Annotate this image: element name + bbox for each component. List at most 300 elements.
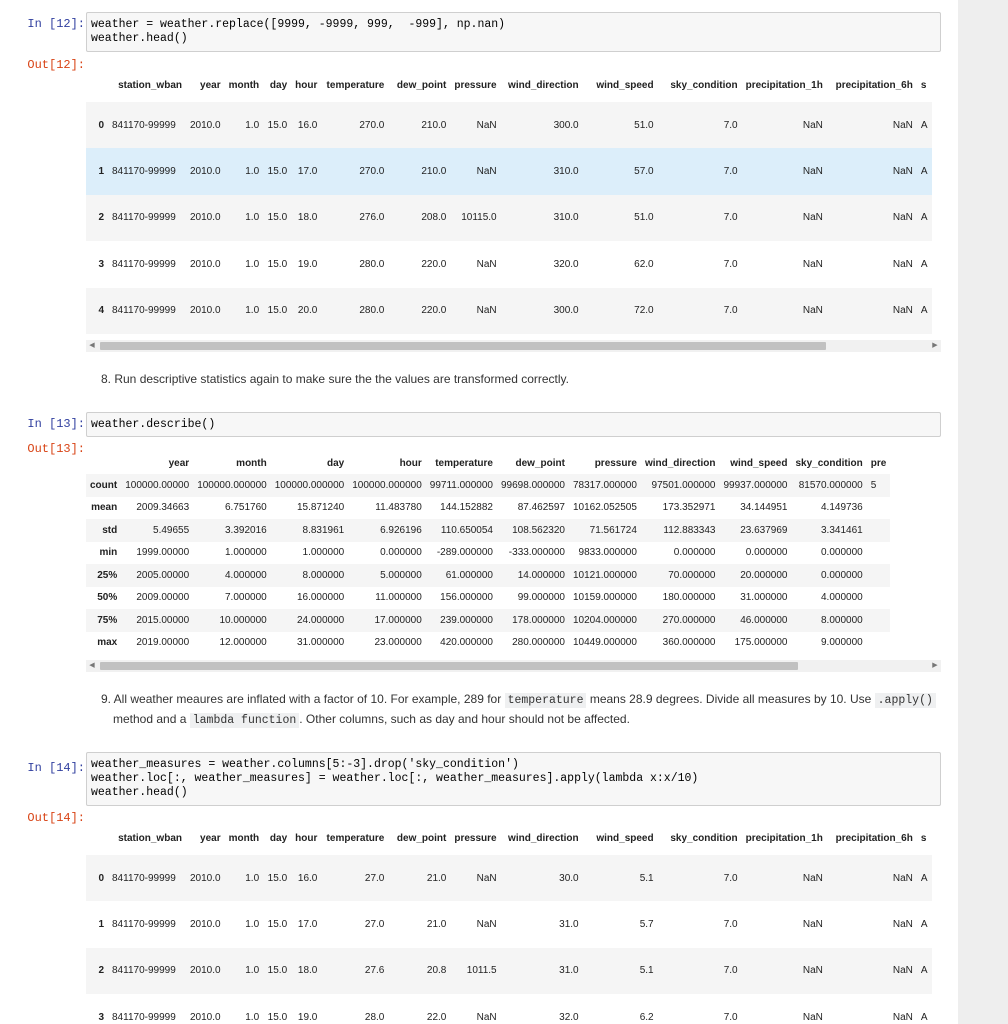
table-cell: 15.0	[267, 212, 288, 224]
table-cell: 841170-99999	[112, 1011, 176, 1023]
table-cell: 0.000000	[821, 569, 863, 581]
table-cell: NaN	[892, 872, 913, 884]
table-cell: 310.0	[553, 212, 579, 224]
table-cell: 6.926196	[380, 524, 422, 536]
table-cell: 17.0	[297, 166, 318, 178]
table-cell: NaN	[892, 212, 913, 224]
row-index: 3	[98, 258, 104, 270]
table-cell: 5	[870, 479, 877, 491]
column-header: sky_condition	[670, 79, 738, 91]
md-text: means 28.9 degrees. Divide all measures by 10. Use	[589, 692, 872, 706]
column-header: pressure	[594, 457, 637, 469]
column-header: temperature	[326, 832, 385, 844]
table-cell: 20.0	[297, 305, 318, 317]
table-cell: 210.0	[421, 166, 447, 178]
table-cell: 4.000000	[225, 569, 267, 581]
table-cell: 2010.0	[190, 1011, 221, 1023]
table-cell: 10121.000000	[572, 569, 637, 581]
table-cell: 300.0	[553, 305, 579, 317]
table-cell: 3.392016	[225, 524, 267, 536]
table-cell: 5.7	[639, 919, 654, 931]
table-cell: 15.0	[267, 965, 288, 977]
table-cell: 23.000000	[374, 637, 422, 649]
column-header: sky_condition	[670, 832, 738, 844]
table-cell: 270.0	[359, 119, 385, 131]
code-line: weather_measures = weather.columns[5:-3].drop('sky_condition')	[91, 758, 519, 771]
code-line: weather.describe()	[91, 418, 216, 431]
table-cell: -289.000000	[436, 547, 493, 559]
scroll-thumb[interactable]	[100, 662, 798, 670]
scroll-right-icon[interactable]: ▶	[932, 662, 938, 669]
table-cell: 31.0	[559, 965, 579, 977]
table-cell: 108.562320	[512, 524, 565, 536]
table-cell: 70.000000	[668, 569, 716, 581]
row-index: 2	[98, 965, 104, 977]
table-row[interactable]	[86, 994, 932, 1024]
table-cell: 841170-99999	[112, 258, 176, 270]
table-cell: 220.0	[421, 258, 447, 270]
code-line: weather.head()	[91, 786, 188, 799]
table-cell: 1.0	[245, 919, 260, 931]
header-row	[86, 821, 932, 855]
table-cell: 27.0	[364, 872, 385, 884]
table-cell: 15.0	[267, 258, 288, 270]
row-index: 1	[98, 166, 104, 178]
code-cell-12[interactable]	[86, 12, 941, 52]
table-row[interactable]	[86, 497, 890, 520]
table-cell: 2015.00000	[136, 614, 190, 626]
dataframe-head-14	[86, 821, 932, 1024]
table-cell: NaN	[802, 119, 823, 131]
table-cell: 420.000000	[440, 637, 493, 649]
column-header: pre	[870, 457, 887, 469]
column-header: hour	[399, 457, 422, 469]
table-cell: 156.000000	[440, 592, 493, 604]
table-cell: 1011.5	[466, 965, 497, 977]
table-cell: 4.000000	[821, 592, 863, 604]
in-prompt-12: In [12]:	[27, 17, 85, 31]
code-line: weather.loc[:, weather_measures] = weather.loc[:, weather_measures].apply(lambda x:x/10)	[91, 772, 699, 785]
table-cell: NaN	[802, 212, 823, 224]
table-cell: 14.000000	[517, 569, 565, 581]
table-cell: 51.0	[634, 119, 654, 131]
row-index: std	[102, 524, 118, 536]
table-cell: 2005.00000	[136, 569, 190, 581]
output-head-12	[86, 68, 941, 336]
table-cell: 270.0	[359, 166, 385, 178]
table-cell	[867, 497, 891, 520]
table-cell: 841170-99999	[112, 119, 176, 131]
table-cell: 99.000000	[517, 592, 565, 604]
table-cell: 7.000000	[225, 592, 267, 604]
table-row[interactable]	[86, 542, 890, 565]
table-cell: 7.0	[723, 305, 738, 317]
table-cell: 2010.0	[190, 258, 221, 270]
table-cell: NaN	[476, 166, 497, 178]
table-cell: 2010.0	[190, 212, 221, 224]
table-cell: 46.000000	[740, 614, 788, 626]
table-cell: 15.0	[267, 1011, 288, 1023]
table-row[interactable]	[86, 241, 932, 287]
table-row[interactable]	[86, 195, 932, 241]
table-cell: 23.637969	[740, 524, 788, 536]
row-index: mean	[91, 502, 118, 514]
table-cell: 27.0	[364, 919, 385, 931]
table-cell: 100000.000000	[197, 479, 267, 491]
table-row[interactable]	[86, 632, 890, 655]
table-cell: 1.0	[245, 965, 260, 977]
table-cell: 2010.0	[190, 119, 221, 131]
table-cell: A	[920, 919, 928, 931]
table-cell: 100000.000000	[352, 479, 422, 491]
table-cell: A	[920, 1011, 928, 1023]
table-cell: 1.0	[245, 1011, 260, 1023]
scroll-thumb[interactable]	[100, 342, 826, 350]
table-row[interactable]	[86, 948, 932, 994]
table-cell: 300.0	[553, 119, 579, 131]
column-header: month	[236, 457, 267, 469]
table-cell: 173.352971	[662, 502, 716, 514]
column-header: pressure	[454, 832, 497, 844]
column-header: hour	[295, 79, 318, 91]
table-cell: 2010.0	[190, 166, 221, 178]
table-cell: 841170-99999	[112, 965, 176, 977]
table-cell: 8.831961	[302, 524, 345, 536]
table-row[interactable]	[86, 855, 932, 901]
row-index: 75%	[97, 614, 118, 626]
column-header: s	[920, 79, 927, 91]
table-cell	[867, 632, 891, 655]
row-index: 3	[98, 1011, 104, 1023]
table-cell: 7.0	[723, 965, 738, 977]
row-index: 50%	[97, 592, 118, 604]
table-cell: 0.000000	[821, 547, 863, 559]
table-cell: 1.0	[245, 872, 260, 884]
column-header: wind_direction	[508, 79, 579, 91]
table-cell: NaN	[892, 919, 913, 931]
table-cell: 10204.000000	[572, 614, 637, 626]
column-header: precipitation_6h	[835, 832, 913, 844]
column-header: wind_direction	[508, 832, 579, 844]
table-cell: 22.0	[426, 1011, 447, 1023]
table-cell: 210.0	[421, 119, 447, 131]
table-cell: 8.000000	[821, 614, 863, 626]
column-header: s	[920, 832, 927, 844]
table-cell: A	[920, 212, 928, 224]
table-cell: 34.144951	[740, 502, 788, 514]
table-cell: 276.0	[359, 212, 385, 224]
table-cell: NaN	[802, 1011, 823, 1023]
table-cell: 841170-99999	[112, 872, 176, 884]
code-line: weather.head()	[91, 32, 188, 45]
column-header: wind_speed	[596, 79, 654, 91]
table-cell: 178.000000	[512, 614, 565, 626]
table-cell: 7.0	[723, 1011, 738, 1023]
table-cell: 17.000000	[374, 614, 422, 626]
table-cell: 144.152882	[440, 502, 493, 514]
table-cell: 15.0	[267, 166, 288, 178]
table-cell: 31.000000	[740, 592, 788, 604]
table-cell: 2009.00000	[136, 592, 190, 604]
table-cell: 30.0	[559, 872, 579, 884]
table-cell: NaN	[476, 872, 497, 884]
table-cell: 7.0	[723, 919, 738, 931]
table-cell: 2010.0	[190, 872, 221, 884]
table-cell: A	[920, 119, 928, 131]
table-cell: 7.0	[723, 119, 738, 131]
column-header: dew_point	[396, 832, 447, 844]
row-index: 1	[98, 919, 104, 931]
column-header: wind_direction	[644, 457, 716, 469]
table-cell: 320.0	[553, 258, 579, 270]
table-cell: 2010.0	[190, 965, 221, 977]
table-cell: 99711.000000	[429, 479, 493, 491]
table-cell: 280.000000	[512, 637, 565, 649]
table-cell: NaN	[802, 258, 823, 270]
column-header: pressure	[454, 79, 497, 91]
column-header: hour	[295, 832, 318, 844]
table-cell: NaN	[802, 965, 823, 977]
table-cell: 15.0	[267, 919, 288, 931]
column-header: precipitation_1h	[745, 832, 823, 844]
markdown-step-8: 8. Run descriptive statistics again to make sure the the values are transformed correctly.	[101, 372, 569, 386]
table-cell: 175.000000	[734, 637, 788, 649]
table-row[interactable]	[86, 564, 890, 587]
table-cell: 2010.0	[190, 305, 221, 317]
table-cell: 15.0	[267, 305, 288, 317]
row-index: 0	[98, 119, 104, 131]
column-header: temperature	[435, 457, 493, 469]
table-cell: 1.0	[245, 119, 260, 131]
column-header: month	[228, 79, 260, 91]
table-cell: 239.000000	[440, 614, 493, 626]
table-cell	[867, 609, 891, 632]
scroll-right-icon[interactable]: ▶	[932, 342, 938, 349]
row-index: 0	[98, 872, 104, 884]
table-cell: 10.000000	[219, 614, 267, 626]
table-cell: NaN	[476, 119, 497, 131]
column-header: wind_speed	[730, 457, 788, 469]
row-index: 25%	[97, 569, 118, 581]
table-cell: 7.0	[723, 258, 738, 270]
column-header: station_wban	[118, 832, 182, 844]
table-cell: 18.0	[297, 965, 318, 977]
out-prompt-13: Out[13]:	[27, 442, 85, 456]
table-cell: 71.561724	[589, 524, 637, 536]
row-index: max	[97, 637, 118, 649]
table-cell: 18.0	[297, 212, 318, 224]
table-cell	[867, 564, 891, 587]
table-cell: NaN	[476, 919, 497, 931]
dataframe-describe	[86, 452, 890, 654]
table-cell	[867, 519, 891, 542]
header-row	[86, 68, 932, 102]
table-cell: 841170-99999	[112, 166, 176, 178]
scroll-left-icon[interactable]: ◀	[89, 342, 95, 349]
table-row[interactable]	[86, 519, 890, 542]
table-cell: 8.000000	[302, 569, 345, 581]
out-prompt-12: Out[12]:	[27, 58, 85, 72]
table-cell: 110.650054	[440, 524, 493, 536]
table-row[interactable]	[86, 474, 890, 497]
table-cell	[867, 542, 891, 565]
table-cell: 841170-99999	[112, 305, 176, 317]
column-header: day	[269, 832, 288, 844]
table-cell: NaN	[892, 965, 913, 977]
table-cell: -333.000000	[508, 547, 565, 559]
table-row[interactable]	[86, 148, 932, 194]
table-cell: 280.0	[359, 305, 385, 317]
table-cell: 100000.000000	[274, 479, 345, 491]
index-header	[86, 68, 108, 102]
table-cell: 1.0	[245, 166, 260, 178]
table-cell: 6.2	[639, 1011, 654, 1023]
table-cell: 17.0	[297, 919, 318, 931]
table-cell: 1.0	[245, 212, 260, 224]
table-cell: NaN	[802, 919, 823, 931]
table-cell: 5.49655	[153, 524, 190, 536]
markdown-step-9	[101, 690, 946, 730]
table-cell: 220.0	[421, 305, 447, 317]
table-row[interactable]	[86, 102, 932, 148]
md-text: method and a	[113, 712, 187, 726]
table-cell: NaN	[476, 305, 497, 317]
code-cell-14[interactable]	[86, 752, 941, 806]
table-cell: 10159.000000	[572, 592, 637, 604]
column-header: month	[228, 832, 260, 844]
table-cell: A	[920, 258, 928, 270]
output-head-14	[86, 821, 941, 1024]
table-cell: 20.8	[426, 965, 447, 977]
table-cell: 27.6	[364, 965, 385, 977]
horizontal-scrollbar-12[interactable]	[86, 340, 941, 352]
table-row[interactable]	[86, 901, 932, 947]
table-cell: 87.462597	[517, 502, 565, 514]
table-cell: 1.0	[245, 258, 260, 270]
table-cell: 72.0	[634, 305, 654, 317]
table-cell: A	[920, 872, 928, 884]
table-cell: 24.000000	[296, 614, 345, 626]
table-cell: 310.0	[553, 166, 579, 178]
row-index: count	[90, 479, 118, 491]
table-cell: 360.000000	[662, 637, 716, 649]
table-cell: 7.0	[723, 872, 738, 884]
column-header: year	[168, 457, 190, 469]
table-cell: 5.000000	[380, 569, 422, 581]
table-cell: 280.0	[359, 258, 385, 270]
row-index: min	[99, 547, 118, 559]
table-cell: 180.000000	[662, 592, 716, 604]
horizontal-scrollbar-13[interactable]	[86, 660, 941, 672]
table-cell	[867, 587, 891, 610]
column-header: day	[269, 79, 288, 91]
table-row[interactable]	[86, 587, 890, 610]
table-cell: NaN	[892, 258, 913, 270]
table-cell: A	[920, 305, 928, 317]
table-cell: 16.0	[297, 119, 318, 131]
table-cell: 99698.000000	[501, 479, 565, 491]
table-cell: 100000.00000	[125, 479, 190, 491]
table-row[interactable]	[86, 288, 932, 334]
table-cell: 5.1	[639, 872, 654, 884]
header-row	[86, 452, 890, 474]
code-line: weather = weather.replace([9999, -9999, 999, -999], np.nan)	[91, 18, 506, 31]
table-cell: 31.0	[559, 919, 579, 931]
table-cell: 61.000000	[445, 569, 493, 581]
inline-code: temperature	[505, 693, 587, 708]
column-header: sky_condition	[795, 457, 863, 469]
in-prompt-13: In [13]:	[27, 417, 85, 431]
table-row[interactable]	[86, 609, 890, 632]
table-cell: 51.0	[634, 212, 654, 224]
table-cell: 841170-99999	[112, 212, 176, 224]
table-cell: 10449.000000	[572, 637, 637, 649]
table-cell: NaN	[892, 1011, 913, 1023]
table-cell: 0.000000	[745, 547, 788, 559]
table-cell: 1.0	[245, 305, 260, 317]
column-header: temperature	[326, 79, 385, 91]
md-text: 9. All weather meaures are inflated with a factor of 10. For example, 289 for	[101, 692, 502, 706]
column-header: dew_point	[515, 457, 565, 469]
table-cell: 16.0	[297, 872, 318, 884]
table-cell: 0.000000	[673, 547, 716, 559]
table-cell: 270.000000	[662, 614, 716, 626]
scroll-left-icon[interactable]: ◀	[89, 662, 95, 669]
inline-code: lambda function	[190, 713, 300, 728]
table-cell: 31.000000	[296, 637, 345, 649]
row-index: 2	[98, 212, 104, 224]
table-cell: 21.0	[426, 872, 447, 884]
table-cell: 0.000000	[380, 547, 422, 559]
column-header: station_wban	[118, 79, 182, 91]
index-header	[86, 452, 121, 474]
table-cell: 57.0	[634, 166, 654, 178]
table-cell: 4.149736	[821, 502, 863, 514]
table-cell: 62.0	[634, 258, 654, 270]
table-cell: NaN	[802, 872, 823, 884]
table-cell: 99937.000000	[723, 479, 788, 491]
table-cell: 1.000000	[302, 547, 345, 559]
column-header: precipitation_6h	[835, 79, 913, 91]
table-cell: 21.0	[426, 919, 447, 931]
out-prompt-14: Out[14]:	[27, 811, 85, 825]
table-cell: NaN	[892, 119, 913, 131]
table-cell: 19.0	[297, 1011, 318, 1023]
dataframe-head-12	[86, 68, 932, 334]
table-cell: NaN	[476, 258, 497, 270]
column-header: year	[200, 832, 221, 844]
table-cell: 11.483780	[375, 502, 422, 514]
column-header: dew_point	[396, 79, 447, 91]
table-cell: 78317.000000	[572, 479, 637, 491]
table-cell: NaN	[802, 305, 823, 317]
code-cell-13[interactable]	[86, 412, 941, 437]
output-describe-13	[86, 452, 941, 656]
table-cell: NaN	[802, 166, 823, 178]
table-cell: 2019.00000	[136, 637, 190, 649]
table-cell: 2010.0	[190, 919, 221, 931]
table-cell: 10162.052505	[572, 502, 637, 514]
table-cell: 6.751760	[225, 502, 267, 514]
index-header	[86, 821, 108, 855]
column-header: year	[200, 79, 221, 91]
table-cell: NaN	[892, 166, 913, 178]
table-cell: 81570.000000	[798, 479, 863, 491]
table-cell: 841170-99999	[112, 919, 176, 931]
md-text: . Other columns, such as day and hour should not be affected.	[299, 712, 630, 726]
table-cell: 5.1	[639, 965, 654, 977]
table-cell: 3.341461	[821, 524, 863, 536]
